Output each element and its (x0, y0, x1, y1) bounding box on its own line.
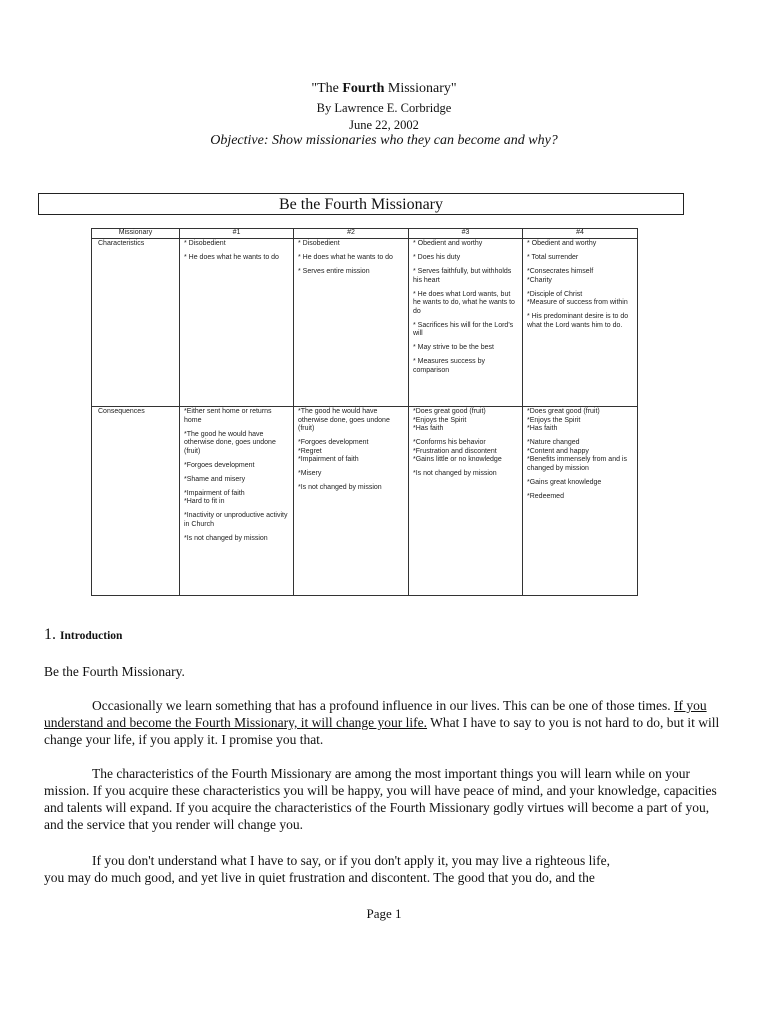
page-number: Page 1 (366, 906, 402, 921)
table-cell (523, 239, 638, 407)
table-header-cell: #1 (180, 229, 294, 239)
author-line: By Lawrence E. Corbridge (316, 101, 452, 115)
cell-item: *Is not changed by mission (298, 484, 382, 491)
row-label: Consequences (92, 407, 180, 596)
table-header-cell: Missionary (92, 229, 180, 239)
cell-item: * Serves faithfully, but withholds his heart (413, 268, 512, 284)
paragraph (44, 697, 724, 748)
table-header-row (92, 229, 638, 239)
cell-item: *Impairment of faith *Hard to fit in (184, 489, 245, 505)
paragraph-text: What I have to say to you is not hard to do, but it will change your life, if you apply it. I promise you that. (44, 715, 720, 747)
cell-item: * Disobedient (184, 240, 226, 247)
cell-item: *Inactivity or unproductive activity in Church (184, 512, 288, 528)
cell-item: *Is not changed by mission (184, 534, 268, 542)
table-cell (409, 239, 523, 407)
cell-item: *Gains great knowledge (527, 478, 602, 486)
cell-item: *The good he would have otherwise done, goes undone (fruit) (298, 408, 390, 432)
title-bold-word: Fourth (342, 81, 385, 96)
cell-item: *Does great good (fruit) *Enjoys the Spirit *Has faith (527, 408, 600, 432)
table-cell (523, 407, 638, 596)
cell-item: *Either sent home or returns home (184, 408, 272, 424)
cell-item: *Forgoes development (184, 461, 255, 469)
cell-item: *Disciple of Christ *Measure of success from within (527, 290, 628, 306)
paragraph-line: you may do much good, and yet live in quiet frustration and discontent. The good that you do, and the (44, 870, 595, 885)
objective-line: Objective: Show missionaries who they can become and why? (210, 133, 558, 148)
cell-item: *Forgoes development *Regret *Impairment of faith (298, 439, 369, 463)
cell-item: * Obedient and worthy (527, 240, 597, 247)
cell-item: *Does great good (fruit) *Enjoys the Spirit *Has faith (413, 408, 486, 432)
cell-item: * Measures success by comparison (413, 358, 485, 374)
row-label: Characteristics (92, 239, 180, 407)
banner-title: Be the Fourth Missionary (38, 193, 684, 215)
paragraph: The characteristics of the Fourth Missionary are among the most important things you will learn while on your mission. If you acquire these characteristics you will be happy, you will have peace of mind, and your knowledge, capacities and talents will expand. If you acquire the characteristics of the Fourth Missionary godly virtues will become a part of you, and the service that you render will change you. (44, 766, 717, 832)
cell-item: *Shame and misery (184, 475, 246, 483)
cell-item: *Misery (298, 470, 322, 477)
cell-item: *Is not changed by mission (413, 470, 497, 477)
cell-item: * May strive to be the best (413, 344, 494, 351)
cell-item: * His predominant desire is to do what the Lord wants him to do. (527, 313, 629, 329)
cell-item: *Consecrates himself *Charity (527, 268, 594, 284)
title-prefix: "The (311, 81, 343, 96)
cell-item: *Nature changed *Content and happy *Benefits immensely from and is changed by mission (527, 439, 627, 472)
date-line: June 22, 2002 (349, 118, 419, 132)
table-row (92, 407, 638, 596)
paragraph (44, 852, 724, 886)
table-cell (180, 239, 294, 407)
section-title: Introduction (60, 630, 123, 642)
cell-item: * He does what he wants to do (184, 254, 279, 261)
table-cell (294, 407, 409, 596)
table-header-cell: #3 (409, 229, 523, 239)
cell-item: * Disobedient (298, 240, 340, 247)
section-number: 1. (44, 626, 56, 643)
cell-item: *Conforms his behavior *Frustration and discontent *Gains little or no knowledge (413, 439, 502, 463)
section-heading (44, 626, 122, 644)
document-title (0, 81, 768, 97)
title-suffix: Missionary" (384, 81, 457, 96)
table-cell (294, 239, 409, 407)
table-header-cell: #2 (294, 229, 409, 239)
cell-item: * Does his duty (413, 254, 461, 261)
cell-item: * He does what Lord wants, but he wants to do, what he wants to do (413, 290, 515, 315)
cell-item: * Serves entire mission (298, 268, 370, 275)
cell-item: *Redeemed (527, 492, 564, 500)
missionary-table (91, 228, 638, 596)
cell-item: * Obedient and worthy (413, 240, 483, 247)
paragraph-line: If you don't understand what I have to say, or if you don't apply it, you may live a righteous life, (92, 853, 611, 868)
cell-item: * Sacrifices his will for the Lord's will (413, 321, 514, 337)
table-cell (180, 407, 294, 596)
table-cell (409, 407, 523, 596)
cell-item: *The good he would have otherwise done, goes undone (fruit) (184, 430, 276, 455)
cell-item: * Total surrender (527, 254, 579, 261)
paragraph: Be the Fourth Missionary. (44, 664, 185, 679)
cell-item: * He does what he wants to do (298, 254, 393, 261)
table-header-cell: #4 (523, 229, 638, 239)
underlined-text: If you understand and become the Fourth Missionary, it will change your life. (44, 698, 707, 730)
table-row (92, 239, 638, 407)
paragraph-text: Occasionally we learn something that has a profound influence in our lives. This can be one of those times. (92, 698, 674, 713)
